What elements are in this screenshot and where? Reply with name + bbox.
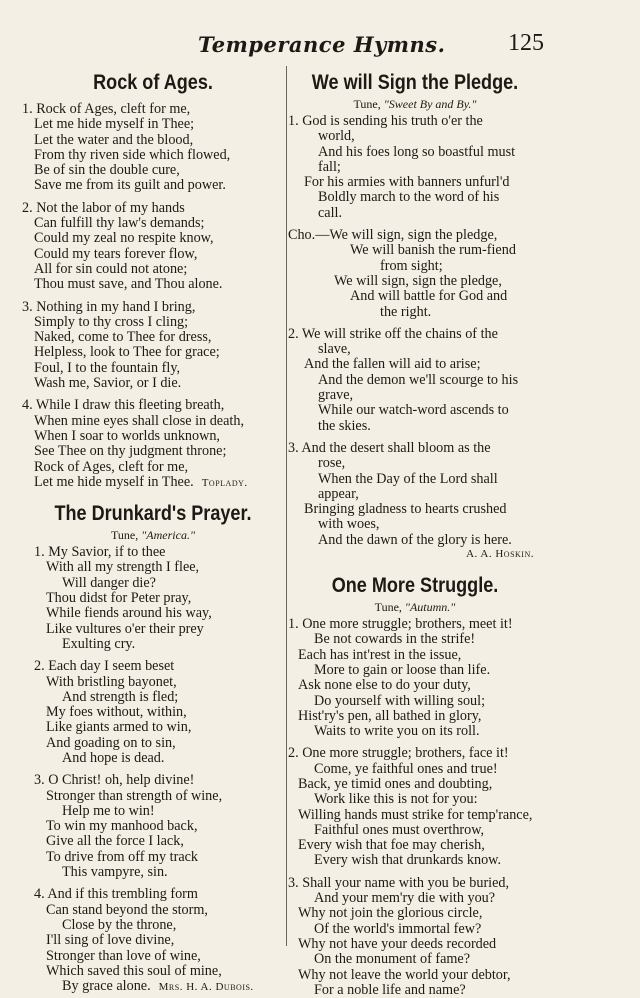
verse-line: Could my zeal no respite know, [34,230,214,247]
tune-name: "Autumn." [404,600,456,615]
verse-line: Let the water and the blood, [34,131,194,148]
hymn [22,70,284,491]
verse-line: My foes without, within, [46,704,187,721]
verse-line: 1. Rock of Ages, cleft for me, [22,101,191,117]
verse-line: 1. God is sending his truth o'er the [288,113,483,129]
verse-line: 4. While I draw this fleeting breath, [22,397,225,414]
verse-line: All for sin could not atone; [34,260,188,277]
verse-line: 2. Each day I seem beset [34,658,175,675]
tune-prefix: Tune, [353,97,384,111]
verse-line: call. [318,204,343,221]
verse-line: the skies. [318,417,371,434]
hymn-title: We will Sign the Pledge. [311,71,519,94]
verse-line: And your mem'ry die with you? [314,890,496,907]
verse-line: Let me hide myself in Thee; [34,116,195,133]
verse-line: We will sign, sign the pledge, [334,272,502,289]
tune-line [288,97,542,112]
stanza [22,545,284,652]
verse-line: I'll sing of love divine, [46,932,175,949]
verse-line: Back, ye timid ones and doubting, [298,775,493,792]
verse-line: For a noble life and name? [314,981,466,998]
verse-line: Faithful ones must overthrow, [314,821,485,838]
verse-line: More to gain or loose than life. [314,661,491,678]
verse-line: Naked, come to Thee for dress, [34,329,212,346]
tune-line [288,600,542,615]
verse-line: And his foes long so boastful must [318,143,516,160]
verse-line: Helpless, look to Thee for grace; [34,344,220,361]
verse-line: Cho.—We will sign, sign the pledge, [288,227,498,244]
stanza [288,876,542,998]
verse-line: And the dawn of the glory is here. [318,531,512,548]
hymn-title: Rock of Ages. [93,71,213,94]
verse-line: Will danger die? [62,574,156,591]
verse-line: Stronger than strength of wine, [46,787,223,804]
tune-line [22,528,284,543]
column-divider [286,66,287,946]
verse-line: Every wish that foe may cherish, [298,837,485,854]
verse-line: We will banish the rum-fiend [350,242,516,259]
stanza [22,300,284,392]
verse-line: To win my manhood back, [46,818,198,835]
hymn [22,501,284,995]
verse-line: Boldly march to the word of his [318,189,500,206]
verse-line: Foul, I to the fountain fly, [34,359,181,376]
verse-line: On the monument of fame? [314,951,471,968]
verse-line: And strength is fled; [62,688,179,705]
verse-line: Be not cowards in the strife! [314,631,476,648]
hymn-title: The Drunkard's Prayer. [54,502,252,526]
tune-prefix: Tune, [111,528,142,543]
verse-line: with woes, [318,516,380,533]
verse-line: 2. We will strike off the chains of the [288,325,498,342]
verse-line: Which saved this soul of mine, [46,962,222,979]
verse-line: Work like this is not for you: [314,791,478,808]
verse-line: 3. O Christ! oh, help divine! [34,772,195,789]
stanza [22,102,284,194]
verse-line: Why not join the glorious circle, [298,905,483,922]
verse-line: When I soar to worlds unknown, [34,427,220,444]
stanza [22,201,284,293]
verse-line: Can fulfill thy law's demands; [34,215,205,232]
verse-line: Rock of Ages, cleft for me, [34,458,189,475]
page-number: 125 [508,30,544,56]
stanza [288,617,542,739]
verse-line: Each has int'rest in the issue, [298,646,462,663]
verse-line: Let me hide myself in Thee. Toplady. [34,473,248,490]
stanza [22,887,284,995]
left-column [22,70,284,995]
verse-line: And the demon we'll scourge to his [318,371,519,388]
verse-line: Thou didst for Peter pray, [46,590,192,607]
verse-line: world, [318,128,355,145]
verse-line: grave, [318,387,354,404]
stanza [22,773,284,880]
verse-line: Stronger than love of wine, [46,947,201,964]
verse-line: Save me from its guilt and power. [34,177,226,194]
verse-line: 3. Shall your name with you be buried, [288,874,510,891]
verse-line: Simply to thy cross I cling; [34,313,189,330]
verse-line: Be of sin the double cure, [34,162,180,179]
verse-line: Can stand beyond the storm, [46,901,208,918]
verse-line: the right. [380,303,432,320]
verse-line: rose, [318,455,346,472]
verse-line: Come, ye faithful ones and true! [314,760,498,777]
verse-line: For his armies with banners unfurl'd [304,174,510,191]
verse-line: This vampyre, sin. [62,864,168,881]
verse-line: Wash me, Savior, or I die. [34,375,182,392]
verse-line: 3. Nothing in my hand I bring, [22,298,196,315]
verse-line: Why not leave the world your debtor, [298,966,511,983]
stanza [22,398,284,491]
verse-line: When the Day of the Lord shall [318,470,498,487]
verse-line: Could my tears forever flow, [34,245,198,262]
tune-name: "Sweet By and By." [383,97,477,111]
stanza [288,441,542,548]
right-column [288,70,542,998]
verse-line: By grace alone. Mrs. H. A. Dubois. [62,978,254,995]
verse-line: And will battle for God and [350,288,508,305]
stanza [288,746,542,868]
verse-line: With bristling bayonet, [46,673,177,690]
verse-line: 4. And if this trembling form [34,886,198,903]
tune-name: "America." [141,528,195,543]
verse-line: from sight; [380,257,443,274]
verse-line: Like giants armed to win, [46,719,192,736]
author-credit: Toplady. [201,476,248,489]
verse-line: fall; [318,158,341,175]
verse-line: From thy riven side which flowed, [34,146,231,163]
verse-line: See Thee on thy judgment throne; [34,443,227,460]
verse-line: And goading on to sin, [46,734,176,751]
verse-line: Exulting cry. [62,635,136,652]
stanza [288,228,542,320]
author-credit: A. A. Hoskin. [466,548,534,561]
verse-line: Like vultures o'er their prey [46,620,204,637]
verse-line: Bringing gladness to hearts crushed [304,501,507,518]
stanza [22,659,284,766]
verse-line: To drive from off my track [46,848,199,865]
verse-line: And hope is dead. [62,749,165,766]
verse-line: Close by the throne, [62,916,177,933]
verse-line: While fiends around his way, [46,605,212,622]
verse-line: slave, [318,341,351,358]
verse-line: Thou must save, and Thou alone. [34,276,223,293]
verse-line: And the fallen will aid to arise; [304,356,481,373]
stanza [288,114,542,221]
verse-line: appear, [318,485,359,502]
verse-line: Hist'ry's pen, all bathed in glory, [298,707,482,724]
verse-line: With all my strength I flee, [46,559,200,576]
verse-line: When mine eyes shall close in death, [34,412,244,429]
stanza [288,327,542,434]
verse-line: 2. Not the labor of my hands [22,199,185,216]
verse-line: Ask none else to do your duty, [298,677,471,694]
verse-line: Of the world's immortal few? [314,920,482,937]
verse-line: Waits to write you on its roll. [314,723,480,740]
verse-line: 3. And the desert shall bloom as the [288,439,491,456]
verse-line: Willing hands must strike for temp'rance, [298,806,533,823]
verse-line: 1. My Savior, if to thee [34,544,166,561]
hymn [288,573,542,998]
hymn-title: One More Struggle. [331,574,499,598]
verse-line: Do yourself with willing soul; [314,692,486,709]
hymn [288,70,542,561]
verse-line: Every wish that drunkards know. [314,852,502,869]
verse-line: 2. One more struggle; brothers, face it! [288,745,509,762]
verse-line: While our watch-word ascends to [318,402,509,419]
verse-line: Give all the force I lack, [46,833,184,850]
verse-line: 1. One more struggle; brothers, meet it! [288,616,513,633]
verse-line: Help me to win! [62,802,155,819]
page-header [0,30,640,70]
tune-prefix: Tune, [374,600,405,615]
verse-line: Why not have your deeds recorded [298,935,497,952]
author-credit: Mrs. H. A. Dubois. [158,981,254,994]
running-title: Temperance Hymns. [198,32,446,57]
